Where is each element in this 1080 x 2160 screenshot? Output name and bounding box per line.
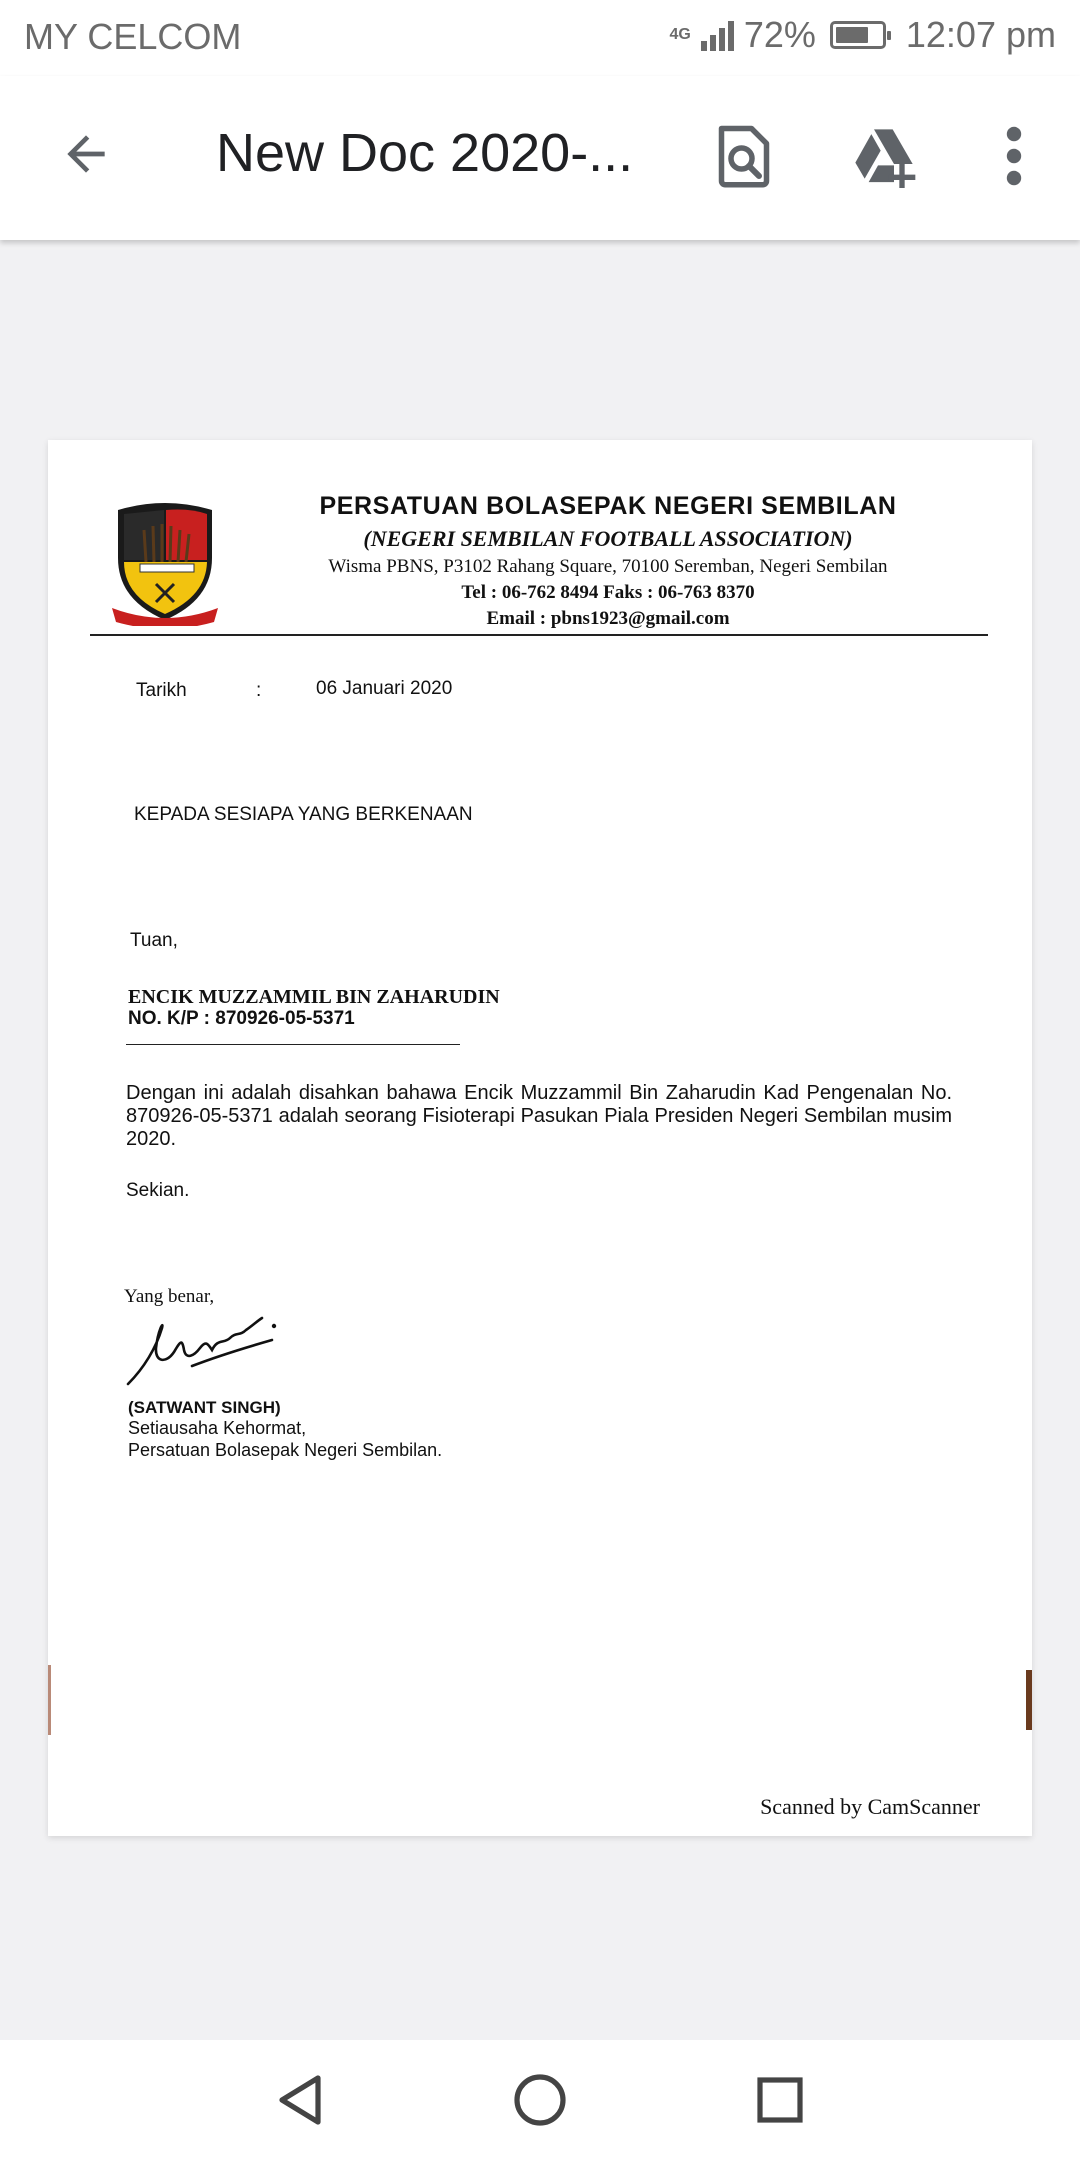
more-options-button[interactable] (972, 114, 1056, 198)
navigation-bar (0, 2040, 1080, 2160)
body-paragraph: Dengan ini adalah disahkan bahawa Encik Muzzammil Bin Zaharudin Kad Pengenalan No. 870926-05-5371 adalah seorang Fisioterapi Pasukan Piala Presiden Negeri Sembilan musim 2020. (126, 1082, 952, 1150)
document-title: New Doc 2020-... (216, 123, 634, 183)
org-address: Wisma PBNS, P3102 Rahang Square, 70100 Seremban, Negeri Sembilan (328, 556, 888, 577)
arrow-back-icon (58, 126, 114, 182)
crest-logo (110, 500, 220, 626)
signature-image (122, 1308, 296, 1392)
circle-home-icon (512, 2072, 568, 2128)
triangle-back-icon (274, 2072, 326, 2128)
org-name: PERSATUAN BOLASEPAK NEGERI SEMBILAN (319, 492, 897, 520)
back-button[interactable] (50, 118, 122, 190)
find-in-page-button[interactable] (702, 114, 786, 198)
battery-fill (836, 27, 868, 43)
org-phone-fax: Tel : 06-762 8494 Faks : 06-763 8370 (461, 582, 755, 603)
battery-percent: 72% (743, 14, 816, 55)
app-bar (0, 76, 1080, 240)
signal-icon (701, 19, 734, 51)
status-icons (669, 14, 1056, 56)
addressee: KEPADA SESIAPA YANG BERKENAAN (134, 804, 473, 825)
carrier-label: MY CELCOM (24, 16, 242, 57)
add-to-drive-icon (851, 124, 921, 188)
closing-short: Sekian. (126, 1180, 190, 1201)
scan-edge-right (1026, 1670, 1032, 1730)
org-email: Email : pbns1923@gmail.com (486, 608, 730, 629)
subject-underline (126, 1044, 460, 1045)
letterhead-divider (90, 634, 988, 636)
network-type: 4G (669, 26, 691, 43)
subject-name: ENCIK MUZZAMMIL BIN ZAHARUDIN (128, 986, 500, 1008)
nav-back-button[interactable] (268, 2068, 332, 2132)
more-vert-icon (1004, 126, 1024, 186)
document-page[interactable] (48, 440, 1032, 1836)
nav-home-button[interactable] (508, 2068, 572, 2132)
date-separator: : (256, 680, 262, 701)
org-name-english: (NEGERI SEMBILAN FOOTBALL ASSOCIATION) (363, 526, 853, 551)
clock: 12:07 pm (905, 14, 1056, 55)
subject-id: NO. K/P : 870926-05-5371 (128, 1008, 355, 1029)
salutation: Tuan, (130, 930, 178, 951)
date-label: Tarikh (136, 680, 187, 701)
find-in-page-icon (714, 123, 774, 189)
camscanner-footer: Scanned by CamScanner (760, 1794, 980, 1819)
nav-recents-button[interactable] (748, 2068, 812, 2132)
scan-edge-left (48, 1665, 51, 1735)
battery-icon (830, 21, 886, 49)
signer-title: Setiausaha Kehormat, (128, 1418, 307, 1438)
closing: Yang benar, (124, 1286, 215, 1307)
date-value: 06 Januari 2020 (316, 678, 453, 699)
square-recents-icon (755, 2075, 805, 2125)
letterhead (238, 492, 978, 630)
signer-name: (SATWANT SINGH) (128, 1398, 281, 1417)
signer-org: Persatuan Bolasepak Negeri Sembilan. (128, 1440, 443, 1460)
status-bar (0, 0, 1080, 76)
add-to-drive-button[interactable] (844, 114, 928, 198)
